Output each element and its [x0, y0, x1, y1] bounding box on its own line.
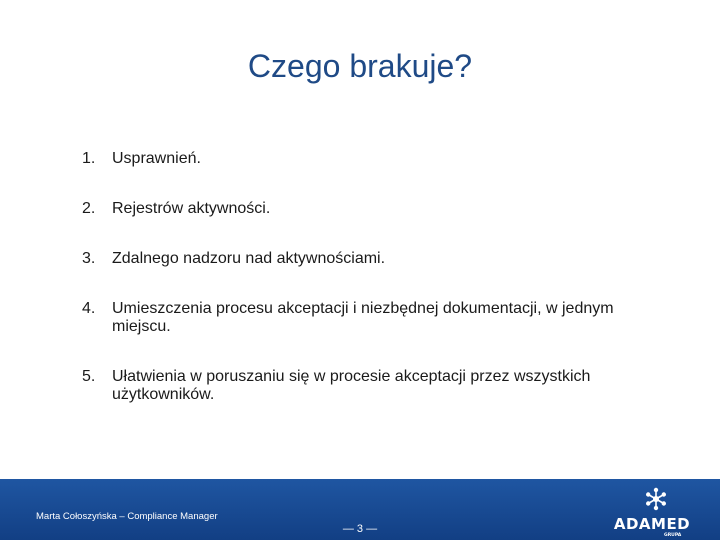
adamed-logo: [612, 487, 702, 537]
list-item: [82, 368, 642, 404]
page-number: — 3 —: [342, 523, 378, 535]
list-item-number: 4.: [82, 300, 96, 317]
list-item-number: 3.: [82, 250, 96, 267]
list-item-number: 5.: [82, 368, 96, 385]
snowflake-star-icon: [644, 487, 668, 511]
list-item-number: 1.: [82, 150, 96, 167]
bullet-list: [82, 150, 642, 436]
footer-bar: [0, 479, 720, 540]
list-item: [82, 150, 642, 168]
logo-wordmark: ADAMED: [613, 515, 691, 533]
slide-title: Czego brakuje?: [247, 48, 473, 84]
list-item-text: Zdalnego nadzoru nad aktywnościami.: [112, 250, 386, 267]
footer-author: Marta Cołoszyńska – Compliance Manager: [36, 511, 218, 522]
list-item: [82, 250, 642, 268]
list-item-text: Umieszczenia procesu akceptacji i niezbędnej dokumentacji, w jednym miejscu.: [112, 300, 614, 335]
logo-subtext: GRUPA: [664, 533, 682, 538]
list-item-number: 2.: [82, 200, 96, 217]
list-item: [82, 300, 642, 336]
list-item-text: Rejestrów aktywności.: [112, 200, 271, 217]
list-item-text: Usprawnień.: [112, 150, 201, 167]
list-item: [82, 200, 642, 218]
list-item-text: Ułatwienia w poruszaniu się w procesie akceptacji przez wszystkich użytkowników.: [112, 368, 591, 403]
